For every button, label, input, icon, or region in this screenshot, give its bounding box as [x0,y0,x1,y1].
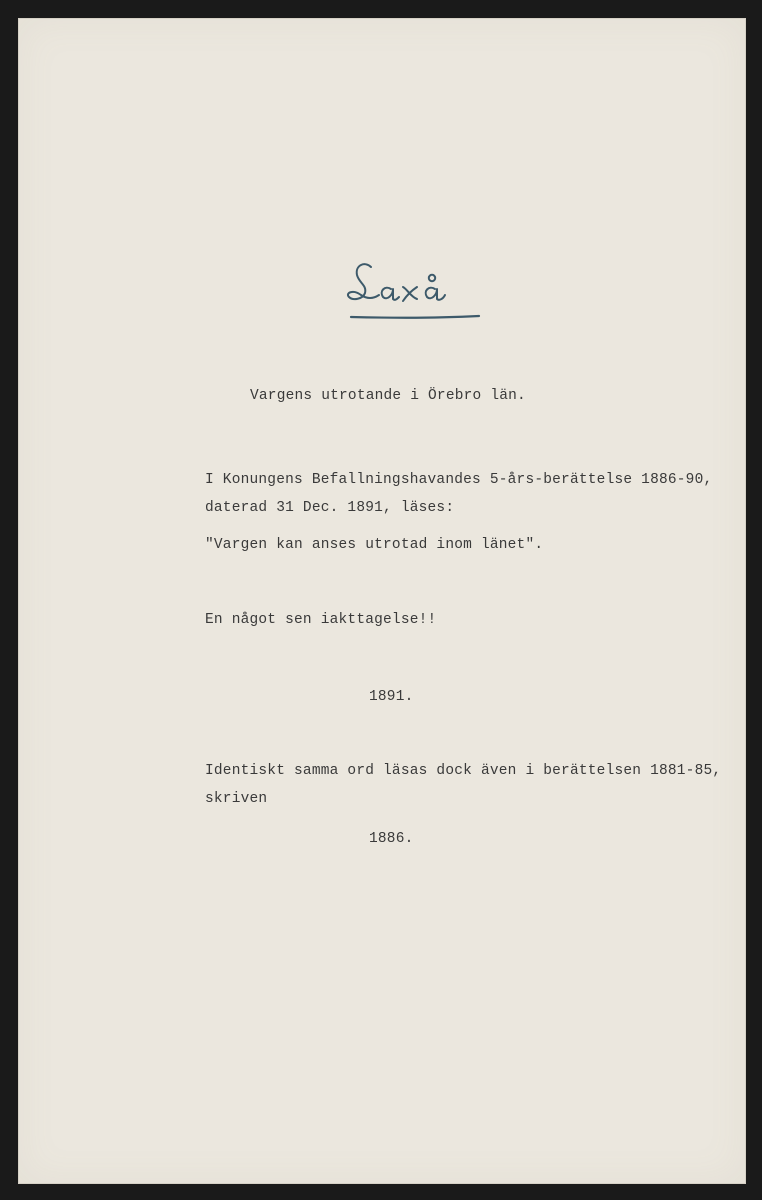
paragraph2-line1: Identiskt samma ord läsas dock även i berättelsen 1881-85, [205,763,722,779]
quote: "Vargen kan anses utrotad inom länet". [205,537,544,553]
year-1891: 1891. [369,689,414,705]
paragraph1-line1: I Konungens Befallningshavandes 5-års-berättelse 1886-90, [205,472,713,488]
paragraph1-line2: daterad 31 Dec. 1891, läses: [205,500,455,516]
handwritten-title [331,245,491,325]
remark: En något sen iakttagelse!! [205,612,437,628]
subtitle: Vargens utrotande i Örebro län. [250,388,526,404]
paragraph2-line2: skriven [205,791,268,807]
document-page [18,18,746,1184]
year-1886: 1886. [369,831,414,847]
handwritten-title-signature [331,245,491,325]
